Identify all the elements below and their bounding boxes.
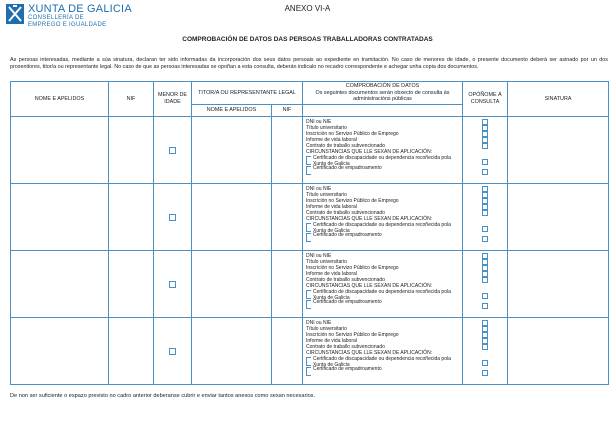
guardian-nif-input[interactable] bbox=[272, 183, 303, 250]
oppose-degree-checkbox[interactable] bbox=[482, 259, 488, 265]
doc-disability: Certificado de discapacidade ou dependencia recoñecida pola Xunta de Galicia bbox=[312, 289, 451, 301]
doc-dni: DNI ou NIE bbox=[306, 319, 332, 326]
doc-census: Certificado de empadroamento bbox=[312, 366, 382, 373]
oppose-disability-checkbox[interactable] bbox=[482, 159, 488, 165]
doc-work-life-report: Informe de vida laboral bbox=[306, 271, 357, 278]
oppose-contract-checkbox[interactable] bbox=[482, 143, 488, 149]
worker-name-input[interactable] bbox=[11, 317, 109, 384]
doc-census-option bbox=[306, 300, 460, 308]
documents-cell bbox=[303, 250, 463, 317]
minor-cell bbox=[154, 183, 192, 250]
worker-name-input[interactable] bbox=[11, 116, 109, 183]
brand-department-line2: EMPREGO E IGUALDADE bbox=[28, 22, 107, 28]
workers-table bbox=[10, 81, 609, 385]
page-title: COMPROBACIÓN DE DATOS DAS PERSOAS TRABALLADORAS CONTRATADAS bbox=[182, 36, 433, 43]
header-minor: MENOR DE IDADE bbox=[154, 82, 192, 117]
doc-degree: Título universitario bbox=[306, 124, 347, 131]
minor-cell bbox=[154, 317, 192, 384]
doc-contract: Contrato de traballo subvencionado bbox=[306, 344, 385, 351]
guardian-nif-input[interactable] bbox=[272, 116, 303, 183]
minor-checkbox[interactable] bbox=[169, 281, 176, 288]
doc-census: Certificado de empadroamento bbox=[312, 299, 382, 306]
doc-contract: Contrato de traballo subvencionado bbox=[306, 143, 385, 150]
oppose-census-checkbox[interactable] bbox=[482, 303, 488, 309]
doc-degree: Título universitario bbox=[306, 258, 347, 265]
doc-work-life-report: Informe de vida laboral bbox=[306, 338, 357, 345]
doc-disability: Certificado de discapacidade ou dependencia recoñecida pola Xunta de Galicia bbox=[312, 155, 451, 167]
doc-employment-registration: Inscrición no Servizo Público de Emprego bbox=[306, 130, 399, 137]
annex-label: ANEXO VI-A bbox=[284, 4, 331, 13]
worker-nif-input[interactable] bbox=[109, 116, 154, 183]
oppose-dni-checkbox[interactable] bbox=[482, 253, 488, 259]
doc-contract: Contrato de traballo subvencionado bbox=[306, 277, 385, 284]
circumstances-title: CIRCUNSTANCIAS QUE LLE SEXAN DE APLICACIÓN: bbox=[306, 216, 433, 223]
oppose-cell bbox=[463, 183, 508, 250]
minor-checkbox[interactable] bbox=[169, 214, 176, 221]
guardian-name-input[interactable] bbox=[192, 183, 272, 250]
oppose-work-life-checkbox[interactable] bbox=[482, 204, 488, 210]
header-nif: NIF bbox=[109, 82, 154, 117]
brand-department-line1: CONSELLERÍA DE bbox=[28, 15, 84, 21]
header-guardian-name: NOME E APELIDOS bbox=[192, 104, 272, 116]
table-row bbox=[11, 116, 609, 183]
oppose-census-checkbox[interactable] bbox=[482, 169, 488, 175]
table-row bbox=[11, 250, 609, 317]
oppose-census-checkbox[interactable] bbox=[482, 370, 488, 376]
header-check-subtitle: Os seguintes documentos serán obxecto de consulta ás administracións públicas bbox=[315, 89, 450, 102]
doc-degree: Título universitario bbox=[306, 325, 347, 332]
doc-dni: DNI ou NIE bbox=[306, 118, 332, 125]
doc-census-option bbox=[306, 166, 460, 174]
oppose-dni-checkbox[interactable] bbox=[482, 320, 488, 326]
oppose-cell bbox=[463, 250, 508, 317]
worker-name-input[interactable] bbox=[11, 183, 109, 250]
doc-disability: Certificado de discapacidade ou dependencia recoñecida pola Xunta de Galicia bbox=[312, 356, 451, 368]
guardian-name-input[interactable] bbox=[192, 250, 272, 317]
guardian-nif-input[interactable] bbox=[272, 250, 303, 317]
minor-cell bbox=[154, 116, 192, 183]
circumstances-title: CIRCUNSTANCIAS QUE LLE SEXAN DE APLICACIÓN: bbox=[306, 350, 433, 357]
oppose-degree-checkbox[interactable] bbox=[482, 125, 488, 131]
doc-work-life-report: Informe de vida laboral bbox=[306, 137, 357, 144]
oppose-dni-checkbox[interactable] bbox=[482, 119, 488, 125]
oppose-cell bbox=[463, 317, 508, 384]
minor-cell bbox=[154, 250, 192, 317]
documents-cell bbox=[303, 116, 463, 183]
signature-field[interactable] bbox=[508, 116, 609, 183]
doc-employment-registration: Inscrición no Servizo Público de Emprego bbox=[306, 197, 399, 204]
minor-checkbox[interactable] bbox=[169, 348, 176, 355]
documents-cell bbox=[303, 183, 463, 250]
signature-field[interactable] bbox=[508, 250, 609, 317]
header-name: NOME E APELIDOS bbox=[11, 82, 109, 117]
doc-contract: Contrato de traballo subvencionado bbox=[306, 210, 385, 217]
oppose-dni-checkbox[interactable] bbox=[482, 186, 488, 192]
doc-disability: Certificado de discapacidade ou dependencia recoñecida pola Xunta de Galicia bbox=[312, 222, 451, 234]
oppose-contract-checkbox[interactable] bbox=[482, 277, 488, 283]
header-check-spacer bbox=[303, 104, 463, 116]
doc-census-option bbox=[306, 367, 460, 375]
doc-degree: Título universitario bbox=[306, 191, 347, 198]
worker-nif-input[interactable] bbox=[109, 317, 154, 384]
worker-nif-input[interactable] bbox=[109, 250, 154, 317]
oppose-employment-checkbox[interactable] bbox=[482, 131, 488, 137]
brand-name: XUNTA DE GALICIA bbox=[28, 3, 132, 15]
oppose-disability-checkbox[interactable] bbox=[482, 226, 488, 232]
doc-census: Certificado de empadroamento bbox=[312, 165, 382, 172]
circumstances-title: CIRCUNSTANCIAS QUE LLE SEXAN DE APLICACIÓN: bbox=[306, 149, 433, 156]
worker-nif-input[interactable] bbox=[109, 183, 154, 250]
oppose-contract-checkbox[interactable] bbox=[482, 210, 488, 216]
doc-census-option bbox=[306, 233, 460, 241]
oppose-disability-checkbox[interactable] bbox=[482, 360, 488, 366]
header-check bbox=[303, 82, 463, 105]
signature-field[interactable] bbox=[508, 183, 609, 250]
doc-census: Certificado de empadroamento bbox=[312, 232, 382, 239]
oppose-degree-checkbox[interactable] bbox=[482, 326, 488, 332]
oppose-contract-checkbox[interactable] bbox=[482, 344, 488, 350]
doc-work-life-report: Informe de vida laboral bbox=[306, 204, 357, 211]
intro-paragraph: As persoas interesadas, mediante a súa sinatura, declaran ter sido informadas da incorporación dos seus datos persoais ao expediente en tramitación. No caso de menores de idade, o presente documento deberá ser asinado por un dos proxenitores, titor/a ou representante legal. No caso de que as persoas interesadas se opoñan a esta consulta, deberán indicalo no recadro correspondente e achegar unha copia dos documentos. bbox=[10, 57, 608, 70]
table-row bbox=[11, 317, 609, 384]
footnote: De non ser suficiente o espazo previsto no cadro anterior deberanse cubrir e enviar tantos anexos como sexan necesarios. bbox=[10, 393, 316, 399]
oppose-cell bbox=[463, 116, 508, 183]
oppose-work-life-checkbox[interactable] bbox=[482, 137, 488, 143]
oppose-work-life-checkbox[interactable] bbox=[482, 338, 488, 344]
oppose-employment-checkbox[interactable] bbox=[482, 265, 488, 271]
guardian-nif-input[interactable] bbox=[272, 317, 303, 384]
oppose-census-checkbox[interactable] bbox=[482, 236, 488, 242]
documents-cell bbox=[303, 317, 463, 384]
worker-name-input[interactable] bbox=[11, 250, 109, 317]
oppose-work-life-checkbox[interactable] bbox=[482, 271, 488, 277]
minor-checkbox[interactable] bbox=[169, 147, 176, 154]
header-oppose: OPÓÑOME Á CONSULTA bbox=[463, 82, 508, 117]
oppose-degree-checkbox[interactable] bbox=[482, 192, 488, 198]
circumstances-title: CIRCUNSTANCIAS QUE LLE SEXAN DE APLICACIÓN: bbox=[306, 283, 433, 290]
guardian-name-input[interactable] bbox=[192, 116, 272, 183]
oppose-disability-checkbox[interactable] bbox=[482, 293, 488, 299]
header-check-title: COMPROBACIÓN DE DATOS bbox=[345, 83, 420, 89]
header-guardian: TITOR/A OU REPRESENTANTE LEGAL bbox=[192, 82, 303, 105]
doc-employment-registration: Inscrición no Servizo Público de Emprego bbox=[306, 331, 399, 338]
doc-dni: DNI ou NIE bbox=[306, 252, 332, 259]
oppose-employment-checkbox[interactable] bbox=[482, 332, 488, 338]
header-signature: SINATURA bbox=[508, 82, 609, 117]
oppose-employment-checkbox[interactable] bbox=[482, 198, 488, 204]
header-guardian-nif: NIF bbox=[272, 104, 303, 116]
doc-dni: DNI ou NIE bbox=[306, 185, 332, 192]
table-row bbox=[11, 183, 609, 250]
signature-field[interactable] bbox=[508, 317, 609, 384]
doc-employment-registration: Inscrición no Servizo Público de Emprego bbox=[306, 264, 399, 271]
guardian-name-input[interactable] bbox=[192, 317, 272, 384]
